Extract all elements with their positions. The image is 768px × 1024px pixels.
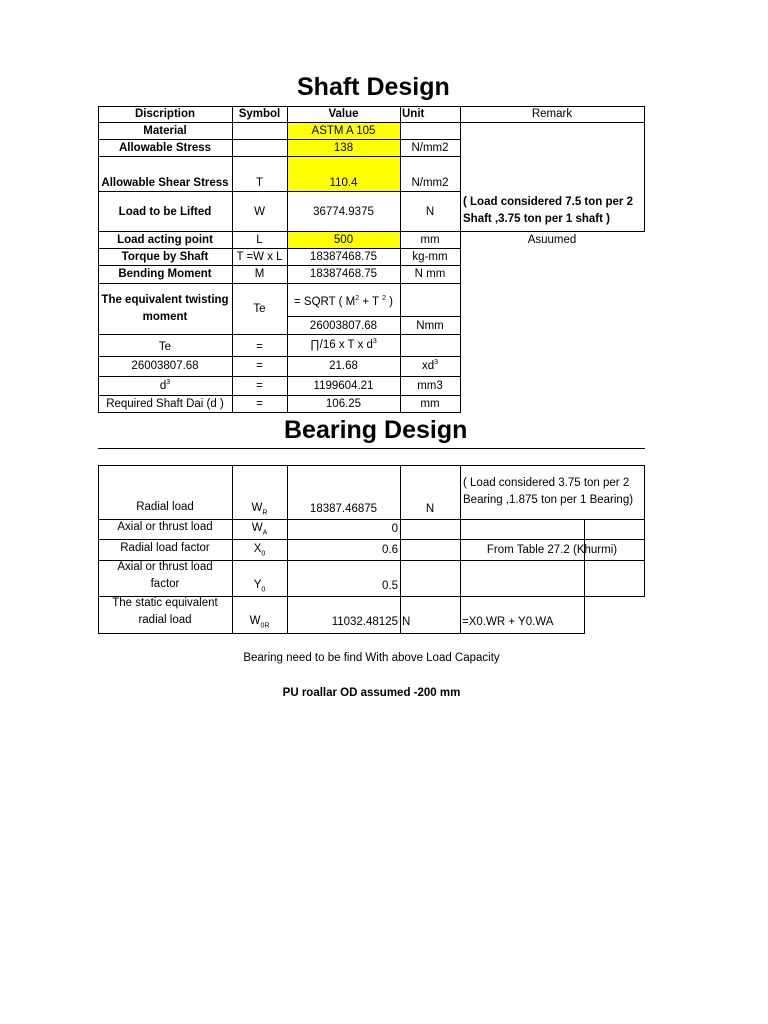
header-remark: Remark [531,108,573,120]
twisting-value: 26003807.68 [309,320,378,332]
twisting-symbol: Te [253,303,266,315]
load-lifted-remark-1: ( Load considered 7.5 ton per 2 [463,196,633,208]
bending-symbol: M [254,268,265,280]
radial-load-value: 18387.46875 [309,503,378,515]
shaft-dia-label: Required Shaft Dai (d ) [106,398,224,410]
header-unit: Unit [402,108,425,120]
shear-stress-label: Allowable Shear Stress [101,177,229,189]
torque-value: 18387468.75 [309,251,378,263]
radial-load-unit: N [425,503,435,515]
radial-load-remark-1: ( Load considered 3.75 ton per 2 [463,477,630,489]
shear-stress-value: 110.4 [329,177,358,189]
roller-note: PU roallar OD assumed -200 mm [282,687,461,699]
shaft-dia-value: 106.25 [325,398,362,410]
twisting-unit: Nmm [416,320,444,332]
twisting-label-2: moment [142,311,188,323]
te-value-label: 26003807.68 [131,360,199,372]
twisting-label-1: The equivalent twisting [101,294,229,306]
axial-factor-symbol: $Y_0$ [253,579,266,594]
radial-load-remark-2: Bearing ,1.875 ton per 1 Bearing) [463,494,634,506]
te-symbol: = [256,341,263,353]
header-description: Discription [134,108,196,120]
shear-stress-symbol: T [255,177,264,189]
bending-unit: N mm [414,268,446,280]
axial-factor-label-1: Axial or thrust load [117,561,213,573]
load-lifted-unit: N [425,206,435,218]
torque-label: Torque by Shaft [121,251,209,263]
allowable-stress-value: 138 [333,142,354,154]
shaft-design-title: Shaft Design [297,73,450,101]
static-eq-symbol: $W_{0R}$ [249,615,270,630]
d-cubed-symbol: = [256,380,263,392]
load-lifted-label: Load to be Lifted [118,206,212,218]
d-cubed-value: 1199604.21 [313,380,374,392]
load-lifted-symbol: W [254,206,265,218]
shear-stress-unit: N/mm2 [411,177,449,189]
axial-load-symbol: $W_A$ [251,522,268,537]
torque-symbol: T =W x L [236,251,283,263]
axial-factor-label-2: factor [150,578,180,590]
axial-load-label: Axial or thrust load [117,521,213,533]
te-value-unit: $xd^3$ [421,359,439,372]
load-point-symbol: L [256,234,263,246]
static-eq-label-2: radial load [138,614,192,626]
radial-load-symbol: $W_R$ [251,502,268,517]
static-eq-value: 11032.48125 [331,616,398,628]
twisting-formula: = SQRT ( $M^2 + T$ $^2$ ) [293,295,393,308]
bearing-divider [98,448,645,449]
load-point-unit: mm [420,234,440,246]
bearing-design-title: Bearing Design [284,416,468,444]
bending-label: Bending Moment [118,268,212,280]
material-value: ASTM A 105 [311,125,376,137]
torque-unit: kg-mm [412,251,448,263]
te-label: Te [158,341,172,353]
allowable-stress-label: Allowable Stress [118,142,212,154]
te-formula: ∏/16 x T x $d^3$ [310,338,377,351]
load-lifted-value: 36774.9375 [313,206,374,218]
static-eq-remark: =X0.WR + Y0.WA [462,616,554,628]
material-label: Material [143,125,187,137]
radial-factor-value: 0.6 [382,544,398,556]
bearing-note: Bearing need to be find With above Load Capacity [243,652,500,664]
te-value-symbol: = [256,360,263,372]
radial-factor-symbol: $X_0$ [253,543,266,558]
shaft-dia-symbol: = [256,398,263,410]
static-eq-label-1: The static equivalent [112,597,218,609]
allowable-stress-unit: N/mm2 [411,142,449,154]
radial-factor-label: Radial load factor [120,542,210,554]
shaft-dia-unit: mm [420,398,440,410]
d-cubed-unit: mm3 [417,380,443,392]
axial-load-value: 0 [391,523,398,535]
radial-factor-remark: From Table 27.2 (Khurmi) [486,544,618,556]
static-eq-unit: N [402,616,411,628]
te-value-value: 21.68 [329,360,358,372]
load-point-label: Load acting point [117,234,213,246]
load-lifted-remark-2: Shaft ,3.75 ton per 1 shaft ) [463,213,610,225]
radial-load-label: Radial load [136,501,194,513]
load-point-value: 500 [333,234,354,246]
bending-value: 18387468.75 [309,268,378,280]
header-symbol: Symbol [238,108,281,120]
header-value: Value [328,108,359,120]
axial-factor-value: 0.5 [382,580,398,592]
d-cubed-label: $d^3$ [159,379,171,392]
load-point-remark: Asuumed [527,234,577,246]
